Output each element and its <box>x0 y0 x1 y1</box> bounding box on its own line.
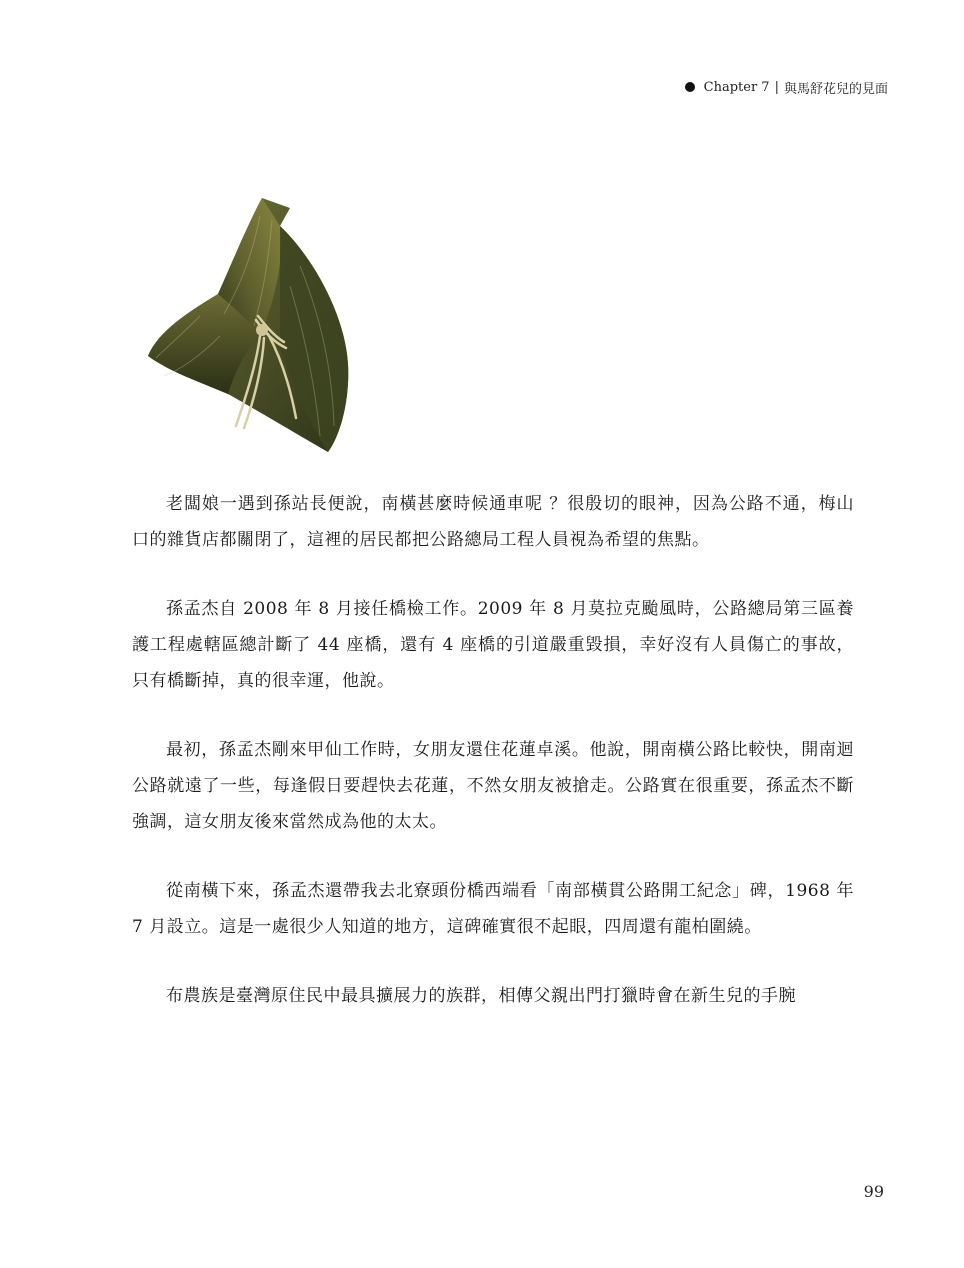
bullet-dot-icon <box>685 82 695 92</box>
zongzi-icon <box>140 186 365 461</box>
paragraph-3: 最初，孫孟杰剛來甲仙工作時，女朋友還住花蓮卓溪。他說，開南橫公路比較快，開南迴公路就遠了一些，每逢假日要趕快去花蓮，不然女朋友被搶走。公路實在很重要，孫孟杰不斷強調，這女朋友後來當然成為他的太太。 <box>132 740 854 832</box>
paragraph-2: 孫孟杰自 2008 年 8 月接任橋檢工作。2009 年 8 月莫拉克颱風時，公路總局第三區養護工程處轄區總計斷了 44 座橋，還有 4 座橋的引道嚴重毀損，幸好沒有人員傷亡的事故，只有橋斷掉，真的很幸運，他說。 <box>132 599 854 691</box>
paragraph-4: 從南橫下來，孫孟杰還帶我去北寮頭份橋西端看「南部橫貫公路開工紀念」碑，1968 年 7 月設立。這是一處很少人知道的地方，這碑確實很不起眼，四周還有龍柏圍繞。 <box>132 881 854 937</box>
body-text <box>132 486 854 1047</box>
header-separator: | <box>774 79 779 95</box>
chapter-label: Chapter 7 <box>703 79 770 95</box>
page-number: 99 <box>863 1182 884 1201</box>
paragraph-1: 老闆娘一遇到孫站長便說，南橫甚麼時候通車呢 ？很殷切的眼神，因為公路不通，梅山口的雜貨店都關閉了，這裡的居民都把公路總局工程人員視為希望的焦點。 <box>132 494 854 550</box>
paragraph-5: 布農族是臺灣原住民中最具擴展力的族群，相傳父親出門打獵時會在新生兒的手腕 <box>166 986 796 1006</box>
chapter-title: 與馬舒花兒的見面 <box>783 81 888 97</box>
running-header <box>685 76 888 98</box>
